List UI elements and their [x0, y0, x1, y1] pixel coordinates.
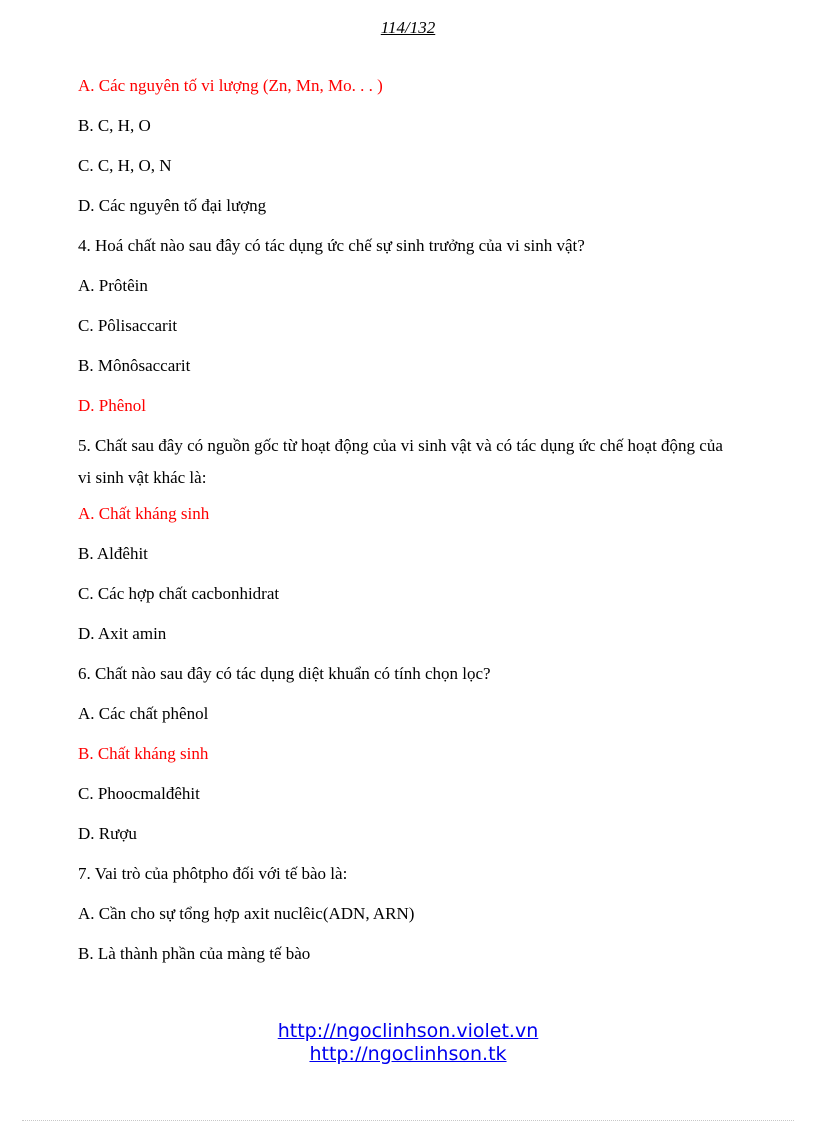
option-line: B. Mônôsaccarit: [78, 356, 191, 375]
question-line: 5. Chất sau đây có nguồn gốc từ hoạt động của vi sinh vật và có tác dụng ức chế hoạt động của vi sinh vật khác là:: [78, 436, 723, 487]
footer-link-tk[interactable]: http://ngoclinhson.tk: [309, 1043, 507, 1065]
option-line: B. Alđêhit: [78, 544, 148, 563]
question-line: 6. Chất nào sau đây có tác dụng diệt khuẩn có tính chọn lọc?: [78, 664, 491, 683]
option-line: B. Chất kháng sinh: [78, 744, 209, 763]
option-line: D. Phênol: [78, 396, 146, 415]
question-line: 4. Hoá chất nào sau đây có tác dụng ức chế sự sinh trưởng của vi sinh vật?: [78, 236, 585, 255]
option-line: A. Cần cho sự tổng hợp axit nuclêic(ADN, ARN): [78, 904, 415, 923]
option-line: C. Pôlisaccarit: [78, 316, 178, 335]
option-line: B. Là thành phần của màng tế bào: [78, 944, 311, 963]
option-line: B. C, H, O: [78, 116, 151, 135]
question-line: 7. Vai trò của phôtpho đối với tế bào là:: [78, 864, 348, 883]
option-line: C. Phoocmalđêhit: [78, 784, 200, 803]
option-line: A. Chất kháng sinh: [78, 504, 210, 523]
option-line: A. Các chất phênol: [78, 704, 209, 723]
page-bottom-divider: [22, 1120, 794, 1121]
option-line: A. Prôtêin: [78, 276, 148, 295]
footer-link-violet[interactable]: http://ngoclinhson.violet.vn: [277, 1020, 539, 1042]
option-line: C. Các hợp chất cacbonhidrat: [78, 584, 280, 603]
footer-links: [0, 1020, 816, 1066]
option-line: D. Các nguyên tố đại lượng: [78, 196, 267, 215]
option-line: C. C, H, O, N: [78, 156, 172, 175]
page-number: 114/132: [380, 18, 436, 37]
document-body: [78, 74, 738, 982]
option-line: D. Axit amin: [78, 624, 167, 643]
option-line: A. Các nguyên tố vi lượng (Zn, Mn, Mo. . . ): [78, 76, 383, 95]
option-line: D. Rượu: [78, 824, 137, 843]
